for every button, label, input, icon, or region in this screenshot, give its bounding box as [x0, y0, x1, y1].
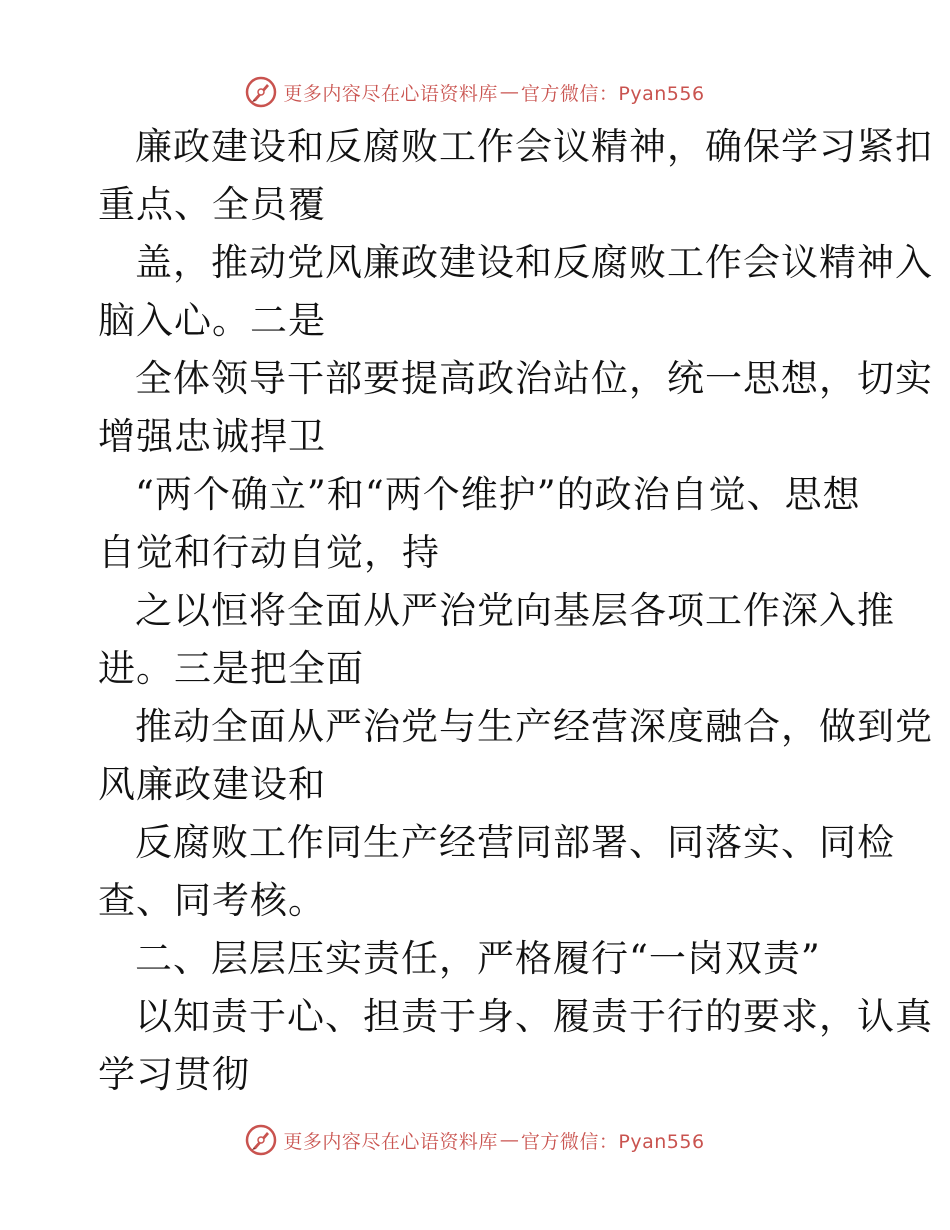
paragraph	[98, 234, 933, 350]
text-line: 以知责于心、担责于身、履责于行的要求，认真	[135, 995, 933, 1038]
watermark-separator: —	[499, 81, 519, 103]
watermark-separator: —	[499, 1129, 519, 1151]
paragraph	[98, 350, 933, 466]
quill-logo-icon	[245, 76, 277, 108]
quill-logo-icon	[245, 1124, 277, 1156]
text-line: 增强忠诚捍卫	[98, 415, 326, 458]
text-line: 之以恒将全面从严治党向基层各项工作深入推	[135, 589, 895, 632]
text-line: 进。三是把全面	[98, 647, 364, 690]
text-line: 全体领导干部要提高政治站位，统一思想，切实	[135, 357, 933, 400]
paragraph	[98, 466, 861, 582]
watermark-footer	[0, 1120, 950, 1160]
paragraph	[98, 698, 933, 814]
text-line: 自觉和行动自觉，持	[98, 531, 440, 574]
text-line: 脑入心。二是	[98, 299, 326, 342]
text-line: 盖，推动党风廉政建设和反腐败工作会议精神入	[135, 241, 933, 284]
watermark-wechat: 官方微信：Pyan556	[520, 1130, 705, 1153]
document-body	[98, 118, 933, 1104]
paragraph	[98, 582, 895, 698]
watermark-header	[0, 72, 950, 112]
heading-line: 二、层层压实责任，严格履行“一岗双责”	[135, 937, 821, 980]
paragraph	[98, 814, 895, 930]
text-line: 反腐败工作同生产经营同部署、同落实、同检	[135, 821, 895, 864]
paragraph	[98, 118, 933, 234]
paragraph	[98, 988, 933, 1104]
text-line: 廉政建设和反腐败工作会议精神，确保学习紧扣	[135, 125, 933, 168]
text-line: 查、同考核。	[98, 879, 326, 922]
text-line: 风廉政建设和	[98, 763, 326, 806]
watermark-wechat: 官方微信：Pyan556	[520, 82, 705, 105]
watermark-site-name: 更多内容尽在心语资料库	[283, 82, 498, 105]
section-heading	[98, 930, 858, 988]
text-line: 推动全面从严治党与生产经营深度融合，做到党	[135, 705, 933, 748]
watermark-site-name: 更多内容尽在心语资料库	[283, 1130, 498, 1153]
text-line: 学习贯彻	[98, 1053, 250, 1096]
text-line: 重点、全员覆	[98, 183, 326, 226]
text-line: “两个确立”和“两个维护”的政治自觉、思想	[135, 473, 861, 516]
